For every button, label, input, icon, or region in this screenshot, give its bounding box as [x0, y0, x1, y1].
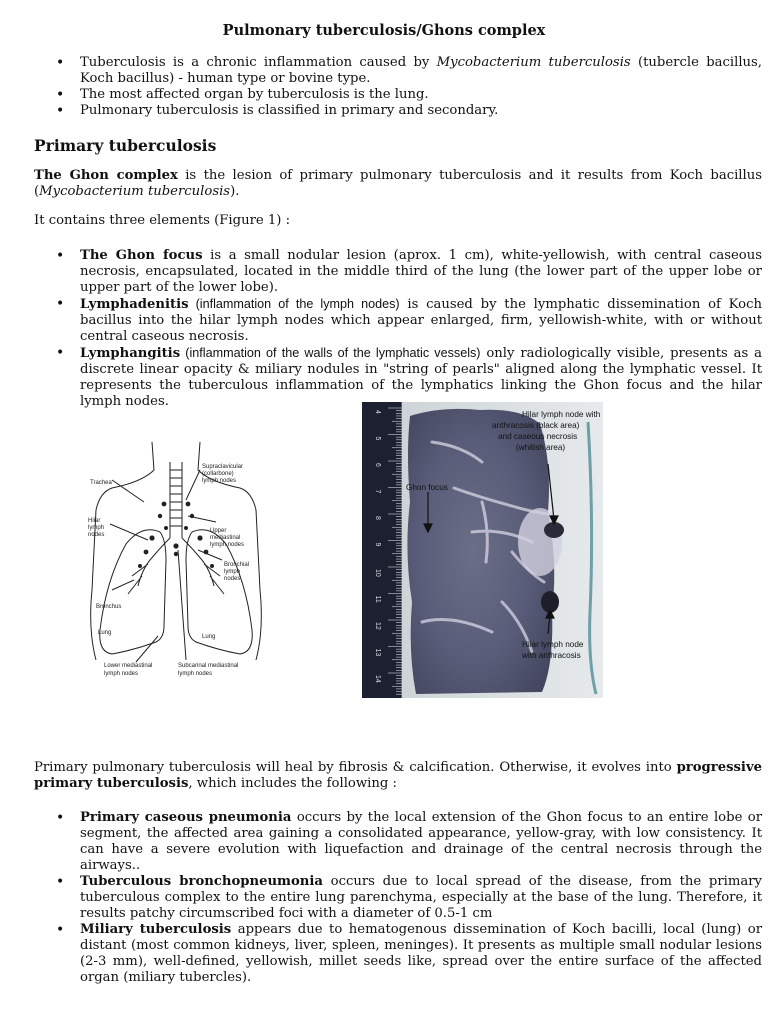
label-supraclavicular-2: (collarbone) — [202, 471, 234, 477]
intro-bullet-list — [80, 55, 762, 119]
label-lower-mediastinal-2: lymph nodes — [104, 671, 139, 677]
list-item: • Lymphadenitis (inflammation of the lymph nodes) is caused by the lymphatic dissemination of Koch bacillus into the hilar lymph nodes which appear enlarged, firm, yellowish-white, with or without central caseous necrosis. — [80, 296, 762, 345]
list-item: • Tuberculosis is a chronic inflammation caused by Mycobacterium tuberculosis (tubercle bacillus, Koch bacillus) - human type or bovine type. — [80, 55, 762, 87]
photo-label-ghon-focus: Ghon focus — [406, 483, 448, 492]
label-trachea: Trachea — [90, 480, 112, 486]
label-upper-mediastinal-2: mediastinal — [210, 535, 241, 541]
list-item: • The Ghon focus is a small nodular lesion (aprox. 1 cm), white-yellowish, with central caseous necrosis, encapsulated, located in the middle third of the lung (the lower part of the upper lobe or upper part of the lower lobe). — [80, 248, 762, 296]
label-subcarinal-2: lymph nodes — [178, 671, 213, 677]
label-supraclavicular-1: Supraclavicular — [202, 464, 244, 470]
photo-label-hilar-top-2: anthracosis (black area) — [492, 421, 580, 430]
photo-label-hilar-top-1: Hilar lymph node with — [522, 410, 601, 419]
ghon-complex-paragraph: The Ghon complex is the lesion of primary pulmonary tuberculosis and it results from Koch bacillus (Mycobacterium tuberculosis). — [34, 168, 762, 199]
ruler-label: 9 — [374, 542, 381, 547]
label-upper-mediastinal-1: Upper — [210, 528, 227, 534]
list-item: • Lymphangitis (inflammation of the walls of the lymphatic vessels) only radiologically visible, presents as a discrete linear opacity & miliary nodules in "string of pearls" aligned along the lymphatic vessel. It represents the tuberculous inflammation of the lymphatics linking the Ghon focus and the hilar lymph nodes. — [80, 345, 762, 410]
label-hilar-3: nodes — [88, 532, 105, 538]
list-item: • Miliary tuberculosis appears due to hematogenous dissemination of Koch bacilli, local (lung) or distant (most common kidneys, liver, spleen, meninges). It presents as multiple small nodular lesions (2-3 mm), well-defined, yellowish, millet seeds like, spread over the entire surface of the affected organ (miliary tubercles). — [80, 922, 762, 986]
label-subcarinal-1: Subcarinal mediastinal — [178, 663, 239, 669]
label-bronchial-2: lymph — [224, 569, 241, 575]
ghon-elements-list — [80, 248, 762, 410]
photo-label-hilar-top-3: and caseous necrosis — [498, 432, 578, 441]
ruler-label: 8 — [374, 516, 381, 520]
section-heading-primary: Primary tuberculosis — [34, 136, 217, 155]
lymph-node-diagram — [82, 440, 272, 685]
label-bronchial-3: nodes — [224, 576, 241, 582]
label-lung-left: Lung — [98, 630, 112, 636]
ruler-label: 4 — [374, 410, 381, 414]
label-bronchial-1: Bronchial — [224, 562, 250, 568]
progressive-tuberculosis-list — [80, 810, 762, 986]
label-lower-mediastinal-1: Lower mediastinal — [104, 663, 153, 669]
page-title: Pulmonary tuberculosis/Ghons complex — [222, 22, 546, 39]
ruler-label: 12 — [374, 622, 381, 630]
label-lung-right: Lung — [202, 634, 216, 640]
label-upper-mediastinal-3: lymph nodes — [210, 542, 245, 548]
lung-specimen-photo — [362, 402, 603, 698]
list-item: • Pulmonary tuberculosis is classified in primary and secondary. — [80, 103, 762, 119]
label-bronchus: Bronchus — [96, 604, 122, 610]
list-item: • The most affected organ by tuberculosis is the lung. — [80, 87, 762, 103]
ruler-label: 7 — [374, 489, 381, 494]
ruler-label: 14 — [374, 675, 381, 683]
label-supraclavicular-3: lymph nodes — [202, 478, 237, 484]
ruler-label: 5 — [374, 436, 381, 441]
lung-specimen-drawing — [362, 402, 603, 698]
photo-label-hilar-bottom-1: Hilar lymph node — [522, 640, 584, 649]
list-item: • Primary caseous pneumonia occurs by the local extension of the Ghon focus to an entire lobe or segment, the affected area gaining a consolidated appearance, yellow-gray, with low consistency. It can have a severe evolution with liquefaction and drainage of the central necrosis through the airways.. — [80, 810, 762, 874]
ruler-label: 11 — [374, 595, 381, 603]
healing-paragraph: Primary pulmonary tuberculosis will heal by fibrosis & calcification. Otherwise, it evolves into progressive primary tuberculosis, which includes the following : — [34, 760, 762, 791]
photo-label-hilar-bottom-2: with anthracosis — [522, 651, 581, 660]
list-item: • Tuberculous bronchopneumonia occurs due to local spread of the disease, from the primary tuberculous complex to the entire lung parenchyma, especially at the base of the lung. Therefore, it results patchy circumscribed foci with a diameter of 0.5-1 cm — [80, 874, 762, 922]
contains-elements-paragraph: It contains three elements (Figure 1) : — [34, 213, 291, 228]
label-hilar-1: Hilar — [88, 518, 101, 524]
label-hilar-2: lymph — [88, 525, 105, 531]
ruler-label: 6 — [374, 463, 381, 467]
photo-label-hilar-top-4: (whitish area) — [516, 443, 566, 452]
ruler-label: 13 — [374, 648, 381, 657]
lymph-node-diagram-drawing — [82, 440, 272, 685]
ruler-label: 10 — [374, 569, 381, 577]
